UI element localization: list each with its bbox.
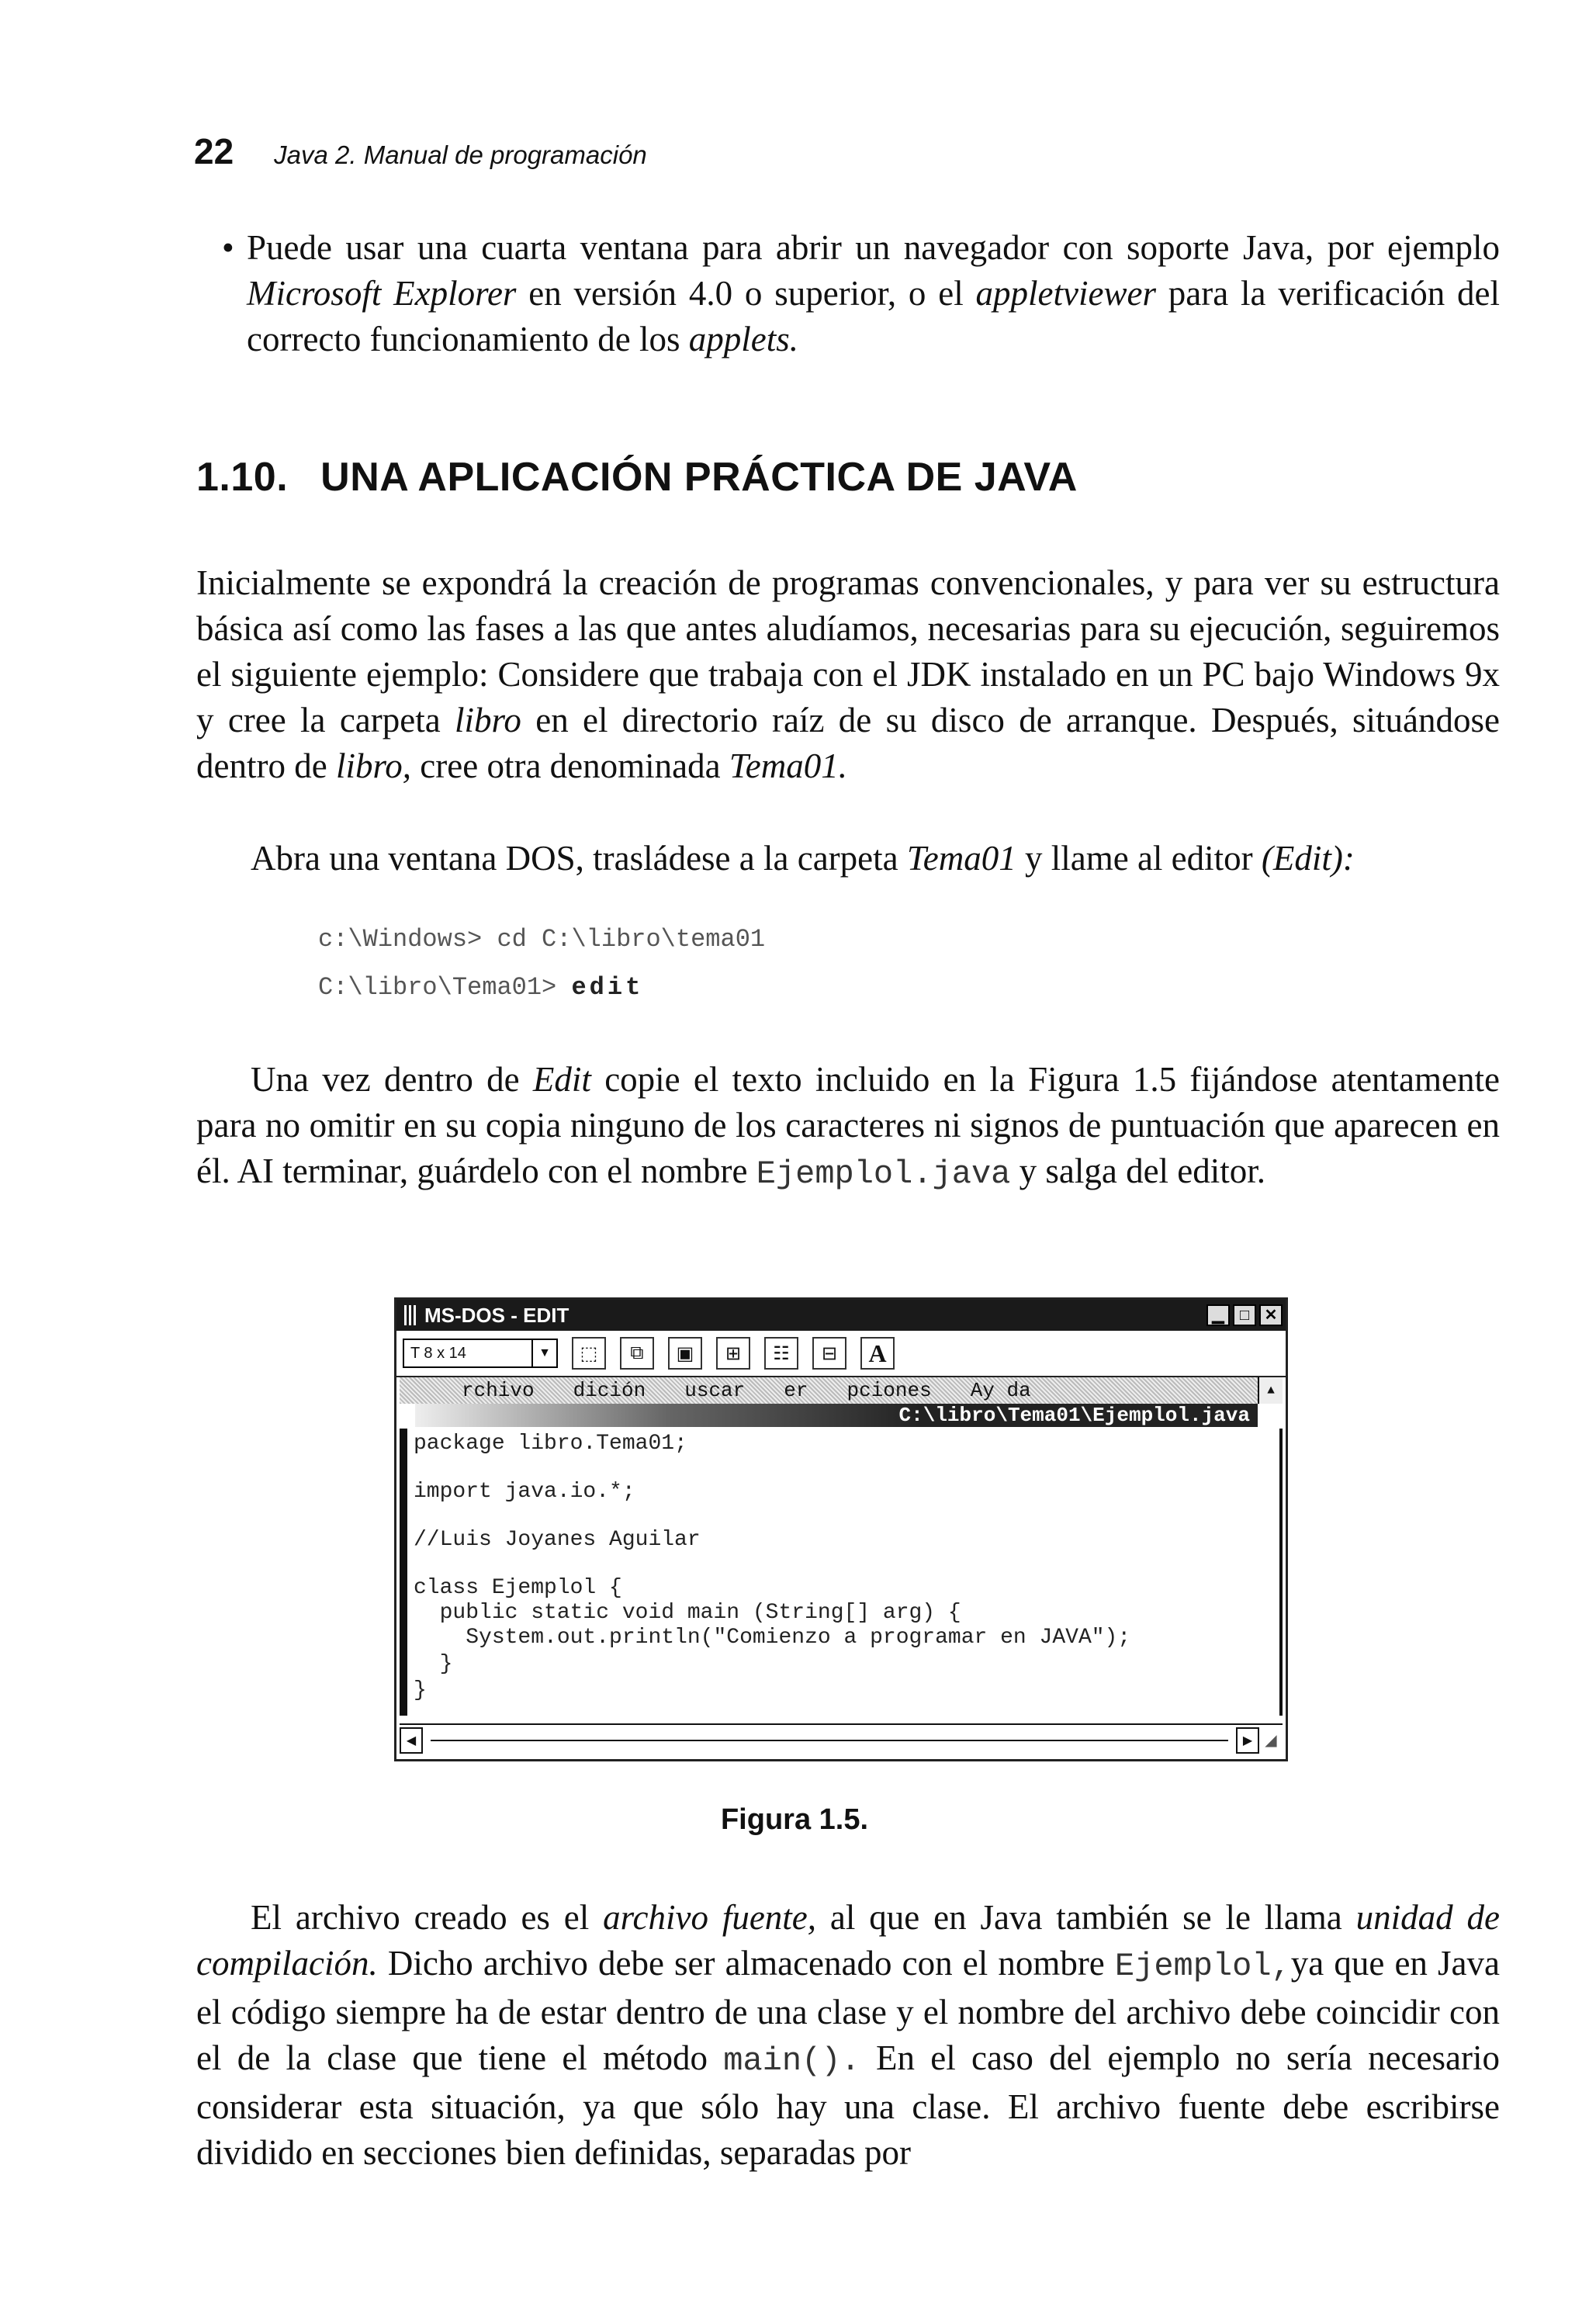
- page-number: 22: [194, 131, 234, 171]
- mono-run: Ejemplol.java: [756, 1155, 1011, 1193]
- horizontal-scrollbar[interactable]: [400, 1723, 1283, 1756]
- menu-edicion[interactable]: dición: [573, 1379, 646, 1402]
- text-run: Dicho archivo debe ser almacenado con el nombre: [377, 1944, 1115, 1983]
- text-run: Una vez dentro de: [251, 1060, 533, 1099]
- scroll-track[interactable]: [431, 1740, 1228, 1741]
- code-line: public static void main (String[] arg) {: [414, 1601, 961, 1625]
- code-line: c:\Windows> cd C:\libro\tema01: [318, 925, 766, 954]
- italic-run: Tema01: [906, 839, 1016, 878]
- paragraph-3: [196, 1057, 1500, 1197]
- background-icon[interactable]: ⊟: [812, 1337, 846, 1370]
- text-run: Abra una ventana DOS, trasládese a la carpeta: [251, 839, 907, 878]
- section-heading: [196, 454, 1078, 500]
- text-run: y llame al editor: [1016, 839, 1262, 878]
- file-path-bar: [400, 1404, 1283, 1427]
- code-line: }: [414, 1678, 427, 1702]
- text-run: El archivo creado es el: [251, 1898, 604, 1937]
- text-run: Puede usar una cuarta ventana para abrir un navegador con soporte Java, por ejemplo: [247, 228, 1500, 267]
- paragraph-4: [196, 1895, 1500, 2176]
- italic-run: Tema01.: [729, 746, 847, 785]
- edit-menubar: [400, 1377, 1283, 1404]
- scroll-up-icon[interactable]: ▲: [1258, 1377, 1283, 1404]
- italic-run: libro,: [335, 746, 412, 785]
- running-title: Java 2. Manual de programación: [274, 140, 647, 169]
- italic-run: Edit: [532, 1060, 591, 1099]
- italic-run: appletviewer: [975, 274, 1156, 313]
- code-line: System.out.println("Comienzo a programar en JAVA");: [414, 1626, 1131, 1650]
- font-size-value: T 8 x 14: [410, 1344, 466, 1362]
- italic-run: (Edit):: [1261, 839, 1355, 878]
- mark-icon[interactable]: ⬚: [572, 1337, 606, 1370]
- minimize-button[interactable]: ▁: [1206, 1304, 1230, 1326]
- window-controls: [1206, 1304, 1286, 1326]
- maximize-button[interactable]: □: [1233, 1304, 1256, 1326]
- code-line: //Luis Joyanes Aguilar: [414, 1528, 701, 1552]
- text-run: y salga del editor.: [1010, 1152, 1266, 1190]
- editor-area[interactable]: [400, 1429, 1283, 1716]
- text-run: para la verificación del correcto funcionamiento de los: [247, 274, 1500, 358]
- text-run: cree otra denominada: [411, 746, 729, 785]
- scroll-left-icon[interactable]: ◀: [400, 1727, 423, 1754]
- command: edit: [571, 973, 644, 1002]
- page-header: [194, 130, 647, 172]
- file-path: C:\libro\Tema01\Ejemplol.java: [415, 1404, 1258, 1427]
- code-line: package libro.Tema01;: [414, 1432, 687, 1456]
- window-toolbar: [396, 1331, 1286, 1377]
- paragraph-2: [196, 836, 1500, 881]
- code-line: [318, 964, 765, 1012]
- properties-icon[interactable]: ☷: [764, 1337, 798, 1370]
- code-line: class Ejemplol {: [414, 1576, 622, 1600]
- text-run: copie el texto incluido en la Figura 1.5 fijándose atentamente para no omitir en su copia ninguno de los caracteres ni signos de puntuación que aparecen en él. AI terminar, guárdelo con el nombre: [196, 1060, 1500, 1190]
- prompt: C:\libro\Tema01>: [318, 973, 572, 1002]
- menu-ayuda[interactable]: Ay da: [970, 1379, 1031, 1402]
- text-run: ya que en Java el código siempre ha de estar dentro de una clase y el nombre del archivo debe coincidir con el de la clase que tiene el método: [196, 1944, 1500, 2077]
- text-run: Inicialmente se expondrá la creación de programas convencionales, y para ver su estructura básica así como las fases a las que antes aludíamos, necesarias para su ejecución, seguiremos el siguiente ejemplo: Considere que trabaja con el JDK instalado en un PC bajo Windows 9x y cree la carpeta: [196, 563, 1500, 739]
- text-run: en versión 4.0 o superior, o el: [516, 274, 976, 313]
- text-run: En el caso del ejemplo no sería necesario considerar esta situación, ya que sólo hay una clase. El archivo fuente debe escribirse dividido en secciones bien definidas, separadas por: [196, 2038, 1500, 2172]
- italic-run: applets.: [688, 320, 799, 358]
- bullet-item: [222, 225, 1500, 362]
- section-number: 1.10.: [196, 455, 289, 500]
- bullet-dot: •: [222, 228, 234, 267]
- msdos-icon: [404, 1305, 418, 1325]
- window-titlebar: [396, 1300, 1286, 1331]
- italic-run: libro: [455, 701, 521, 739]
- code-line: import java.io.*;: [414, 1480, 635, 1504]
- font-icon[interactable]: A: [860, 1337, 895, 1370]
- section-title: UNA APLICACIÓN PRÁCTICA DE JAVA: [320, 455, 1078, 500]
- font-size-select[interactable]: [403, 1339, 558, 1368]
- editor-left-border: [400, 1429, 407, 1716]
- text-run: en el directorio raíz de su disco de arranque. Después, situándose dentro de: [196, 701, 1500, 785]
- text-run: al que en Java también se le llama: [816, 1898, 1356, 1937]
- figure-caption: Figura 1.5.: [720, 1803, 869, 1836]
- italic-run: Microsoft Explorer: [247, 274, 517, 313]
- code-line: }: [414, 1652, 453, 1676]
- editor-right-border: [1279, 1429, 1283, 1716]
- copy-icon[interactable]: ⧉: [620, 1337, 654, 1370]
- fullscreen-icon[interactable]: ⊞: [716, 1337, 750, 1370]
- resize-grip-icon[interactable]: ◢: [1265, 1732, 1277, 1749]
- menu-archivo[interactable]: rchivo: [462, 1379, 535, 1402]
- dos-commands: [318, 916, 765, 1012]
- close-button[interactable]: ✕: [1259, 1304, 1283, 1326]
- italic-run: archivo fuente,: [603, 1898, 817, 1937]
- menu-ver[interactable]: er: [784, 1379, 808, 1402]
- mono-run: main().: [723, 2042, 860, 2080]
- scroll-right-icon[interactable]: ▶: [1236, 1727, 1259, 1754]
- menu-opciones[interactable]: pciones: [846, 1379, 932, 1402]
- ms-dos-edit-window: [394, 1297, 1288, 1761]
- paragraph-1: [196, 560, 1500, 789]
- paste-icon[interactable]: ▣: [668, 1337, 702, 1370]
- chevron-down-icon: ▼: [531, 1340, 556, 1366]
- mono-run: Ejemplol,: [1114, 1948, 1291, 1985]
- italic-run: unidad de compilación.: [196, 1898, 1500, 1983]
- menu-buscar[interactable]: uscar: [684, 1379, 746, 1402]
- window-title: MS-DOS - EDIT: [424, 1303, 569, 1327]
